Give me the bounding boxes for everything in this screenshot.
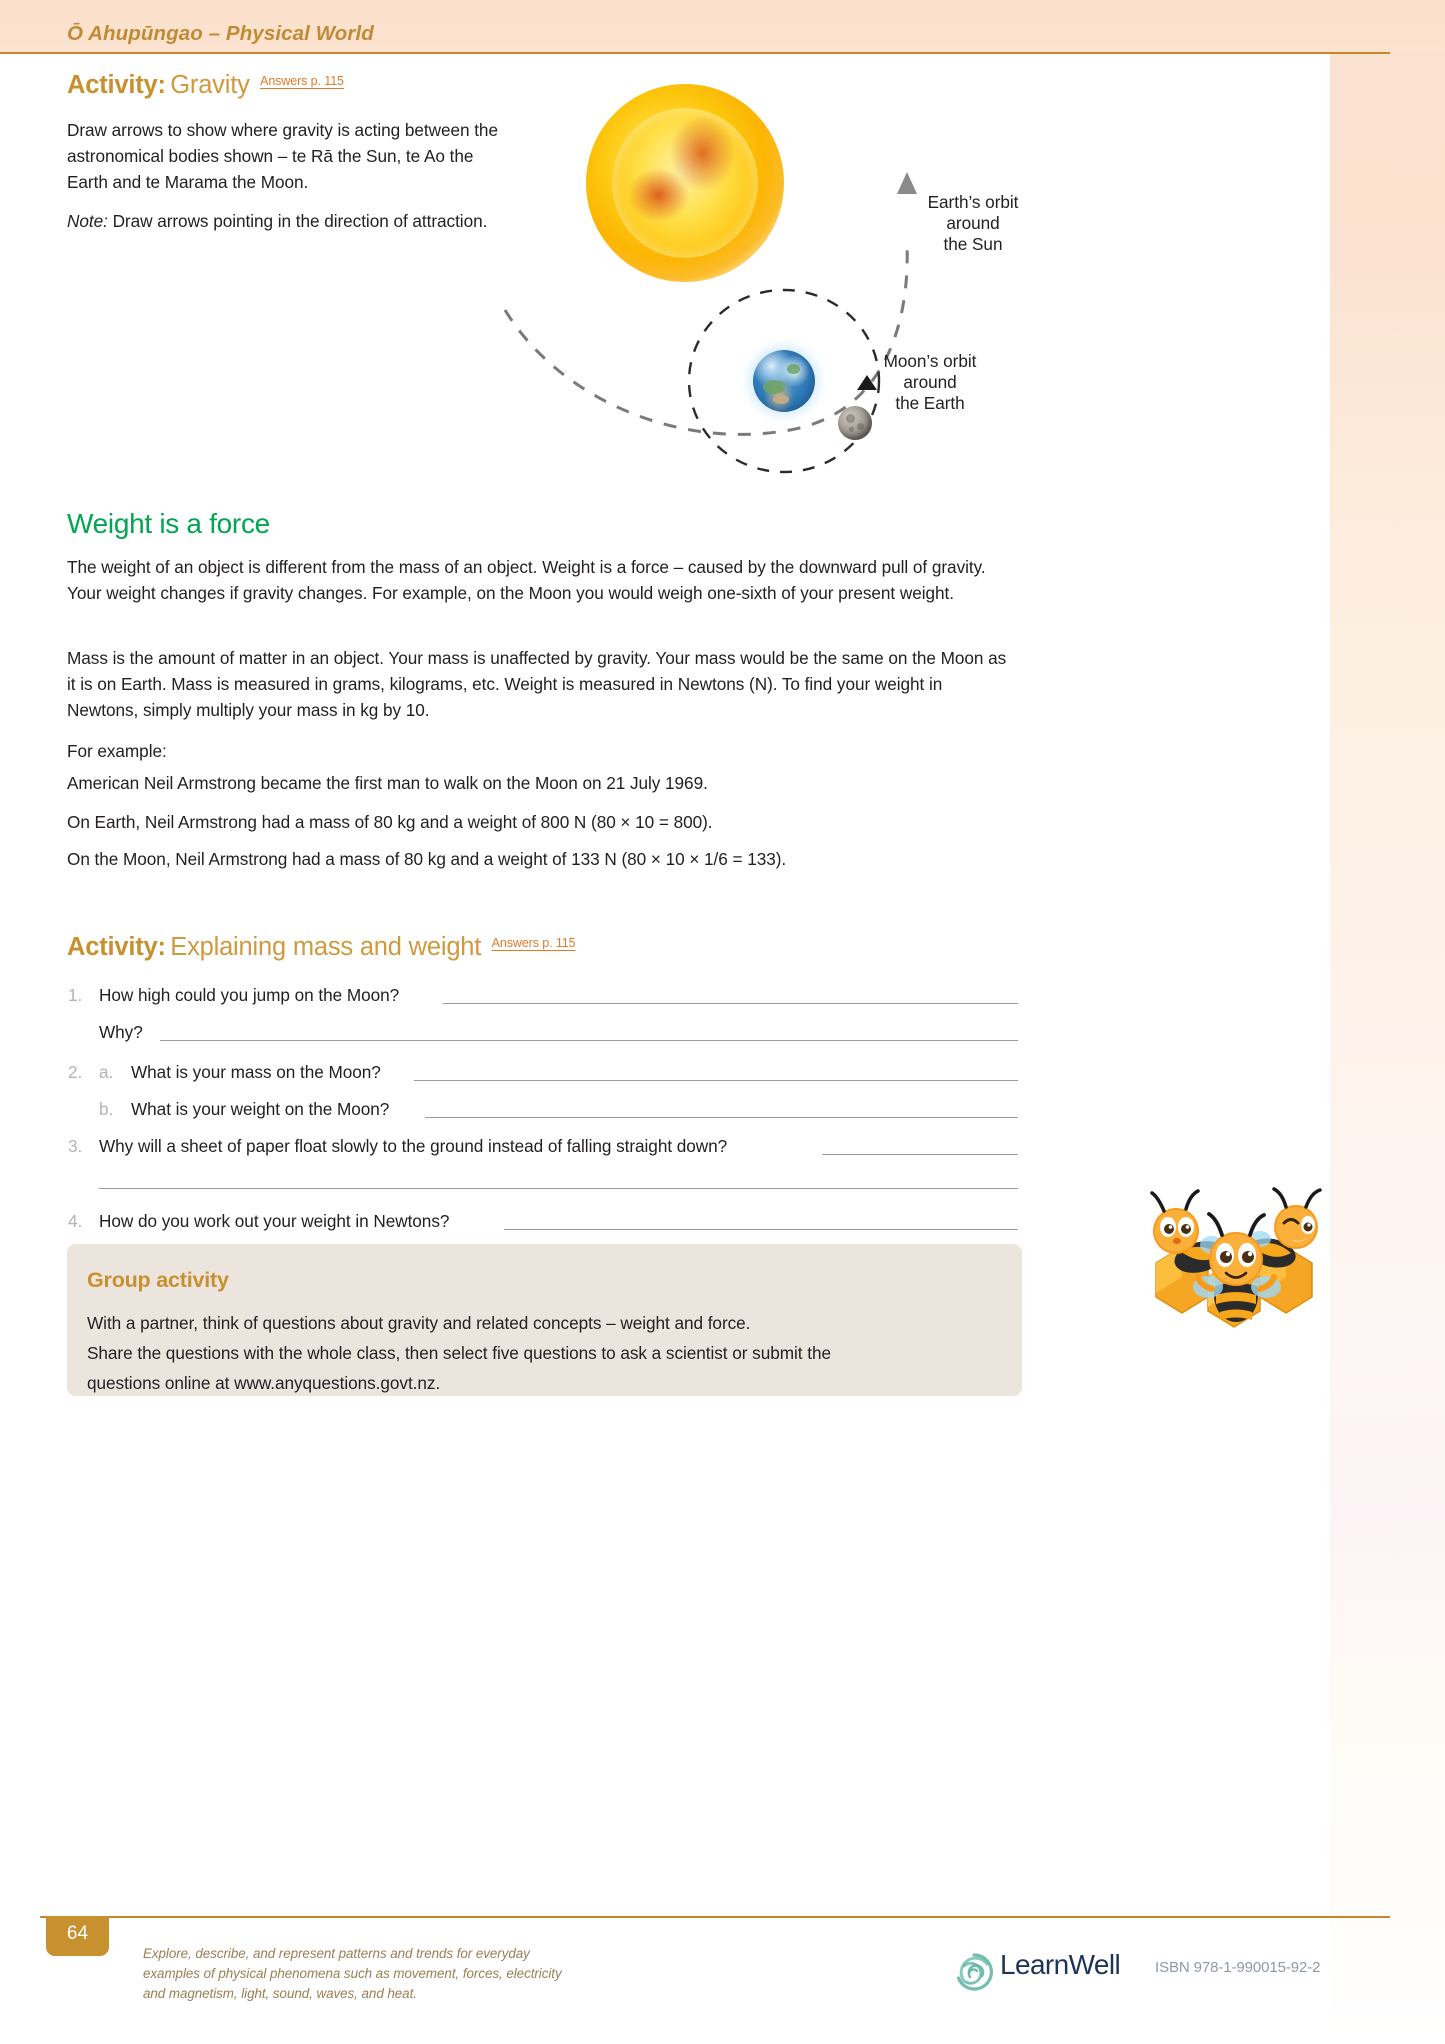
moon-crater-c xyxy=(849,427,854,432)
earth-orbit-arrowhead xyxy=(897,172,917,194)
footer-curriculum-note: Explore, describe, and represent patterns and trends for everyday examples of physical phenomena such as movement, forces, electricity and magnetism, light, sound, waves, and heat. xyxy=(143,1946,562,2001)
moon-icon xyxy=(838,406,872,440)
question-number-4: 4. xyxy=(68,1211,83,1231)
footer-divider-rule xyxy=(40,1916,1390,1918)
example-intro: For example: xyxy=(67,741,167,761)
answer-line-3b[interactable] xyxy=(99,1188,1018,1189)
question-sub-2a: a. xyxy=(99,1062,114,1082)
answer-line-2a[interactable] xyxy=(414,1080,1018,1081)
sun-core xyxy=(612,108,758,258)
question-text-1: How high could you jump on the Moon? xyxy=(99,985,400,1005)
answers-reference-link[interactable]: Answers p. 115 xyxy=(260,74,344,88)
answer-line-1b[interactable] xyxy=(160,1040,1018,1041)
gravity-instruction-text: Draw arrows to show where gravity is acting between the astronomical bodies shown – te Rā the Sun, te Ao the Earth and te Marama the Moon. xyxy=(67,120,498,192)
question-text-1b: Why? xyxy=(99,1022,143,1042)
example-line-3: On the Moon, Neil Armstrong had a mass of 80 kg and a weight of 133 N (80 × 10 × 1/6 = 133). xyxy=(67,849,787,869)
group-activity-body xyxy=(87,1308,987,1398)
question-text-2a: What is your mass on the Moon? xyxy=(131,1062,381,1082)
moon-orbit-label-line-2: around xyxy=(903,372,957,392)
group-activity-line-3: questions online at www.anyquestions.govt.nz. xyxy=(87,1373,441,1393)
earth-orbit-label-line-3: the Sun xyxy=(943,234,1003,254)
answer-line-4[interactable] xyxy=(504,1229,1018,1230)
example-line-1: American Neil Armstrong became the first man to walk on the Moon on 21 July 1969. xyxy=(67,773,708,793)
group-activity-title: Group activity xyxy=(87,1268,229,1292)
solar-system-diagram xyxy=(0,0,1340,520)
question-text-3: Why will a sheet of paper float slowly to the ground instead of falling straight down? xyxy=(99,1136,728,1156)
moon-crater-a xyxy=(846,414,855,423)
activity-label-2: Activity: xyxy=(67,933,166,961)
answer-line-3a[interactable] xyxy=(822,1154,1018,1155)
decorative-side-band xyxy=(1330,0,1445,2044)
question-text-2b: What is your weight on the Moon? xyxy=(131,1099,390,1119)
example-line-2: On Earth, Neil Armstrong had a mass of 80 kg and a weight of 800 N (80 × 10 = 800). xyxy=(67,812,713,832)
answer-line-1[interactable] xyxy=(443,1003,1018,1004)
question-text-4: How do you work out your weight in Newtons? xyxy=(99,1211,450,1231)
note-text: Draw arrows pointing in the direction of attraction. xyxy=(107,211,488,231)
earth-orbit-label-line-2: around xyxy=(946,213,1000,233)
learnwell-brand-name: LearnWell xyxy=(1000,1949,1121,1980)
weight-section-heading: Weight is a force xyxy=(67,508,270,539)
weight-paragraph-2: Mass is the amount of matter in an object. Your mass is unaffected by gravity. Your mass would be the same on the Moon as it is on Earth. Mass is measured in grams, kilograms, etc. Weight is measured in Newtons (N). To find your weight in Newtons, simply multiply your mass in kg by 10. xyxy=(67,648,1007,720)
moon-crater-b xyxy=(857,423,864,430)
bees-honeycomb-illustration xyxy=(1120,1185,1340,1345)
answer-line-2b[interactable] xyxy=(425,1117,1018,1118)
note-label: Note: xyxy=(67,211,108,231)
earth-icon xyxy=(753,350,815,412)
activity-mass-weight-heading xyxy=(67,933,575,962)
answers-reference-link-2[interactable]: Answers p. 115 xyxy=(491,936,576,950)
question-number-1: 1. xyxy=(68,985,83,1005)
earth-landmass-b xyxy=(787,364,800,374)
question-number-3: 3. xyxy=(68,1136,83,1156)
group-activity-line-1: With a partner, think of questions about gravity and related concepts – weight and force. xyxy=(87,1313,751,1333)
question-sub-2b: b. xyxy=(99,1099,114,1119)
group-activity-line-2: Share the questions with the whole class, then select five questions to ask a scientist or submit the xyxy=(87,1343,831,1363)
page-header-title: Ō Ahupūngao – Physical World xyxy=(67,22,374,45)
activity-label: Activity: xyxy=(67,71,166,99)
learnwell-spiral-logo-icon xyxy=(952,1950,996,1994)
activity-title-2: Explaining mass and weight xyxy=(170,933,482,961)
earth-orbit-label-line-1: Earth’s orbit xyxy=(927,192,1019,212)
moon-orbit-label-line-3: the Earth xyxy=(895,393,965,413)
earth-orbit-label xyxy=(918,192,1028,255)
isbn-text: ISBN 978-1-990015-92-2 xyxy=(1155,1959,1321,1976)
weight-paragraph-1: The weight of an object is different from the mass of an object. Weight is a force – caused by the downward pull of gravity. Your weight changes if gravity changes. For example, on the Moon you would weigh one-sixth of your present weight. xyxy=(67,557,986,603)
earth-landmass-c xyxy=(773,395,789,404)
moon-orbit-label-line-1: Moon’s orbit xyxy=(883,351,977,371)
page-number: 64 xyxy=(66,1923,89,1944)
earth-landmass-a xyxy=(763,380,785,394)
activity-title: Gravity xyxy=(170,71,250,99)
moon-orbit-label xyxy=(874,351,986,414)
sun-icon xyxy=(586,84,784,282)
question-number-2: 2. xyxy=(68,1062,83,1082)
